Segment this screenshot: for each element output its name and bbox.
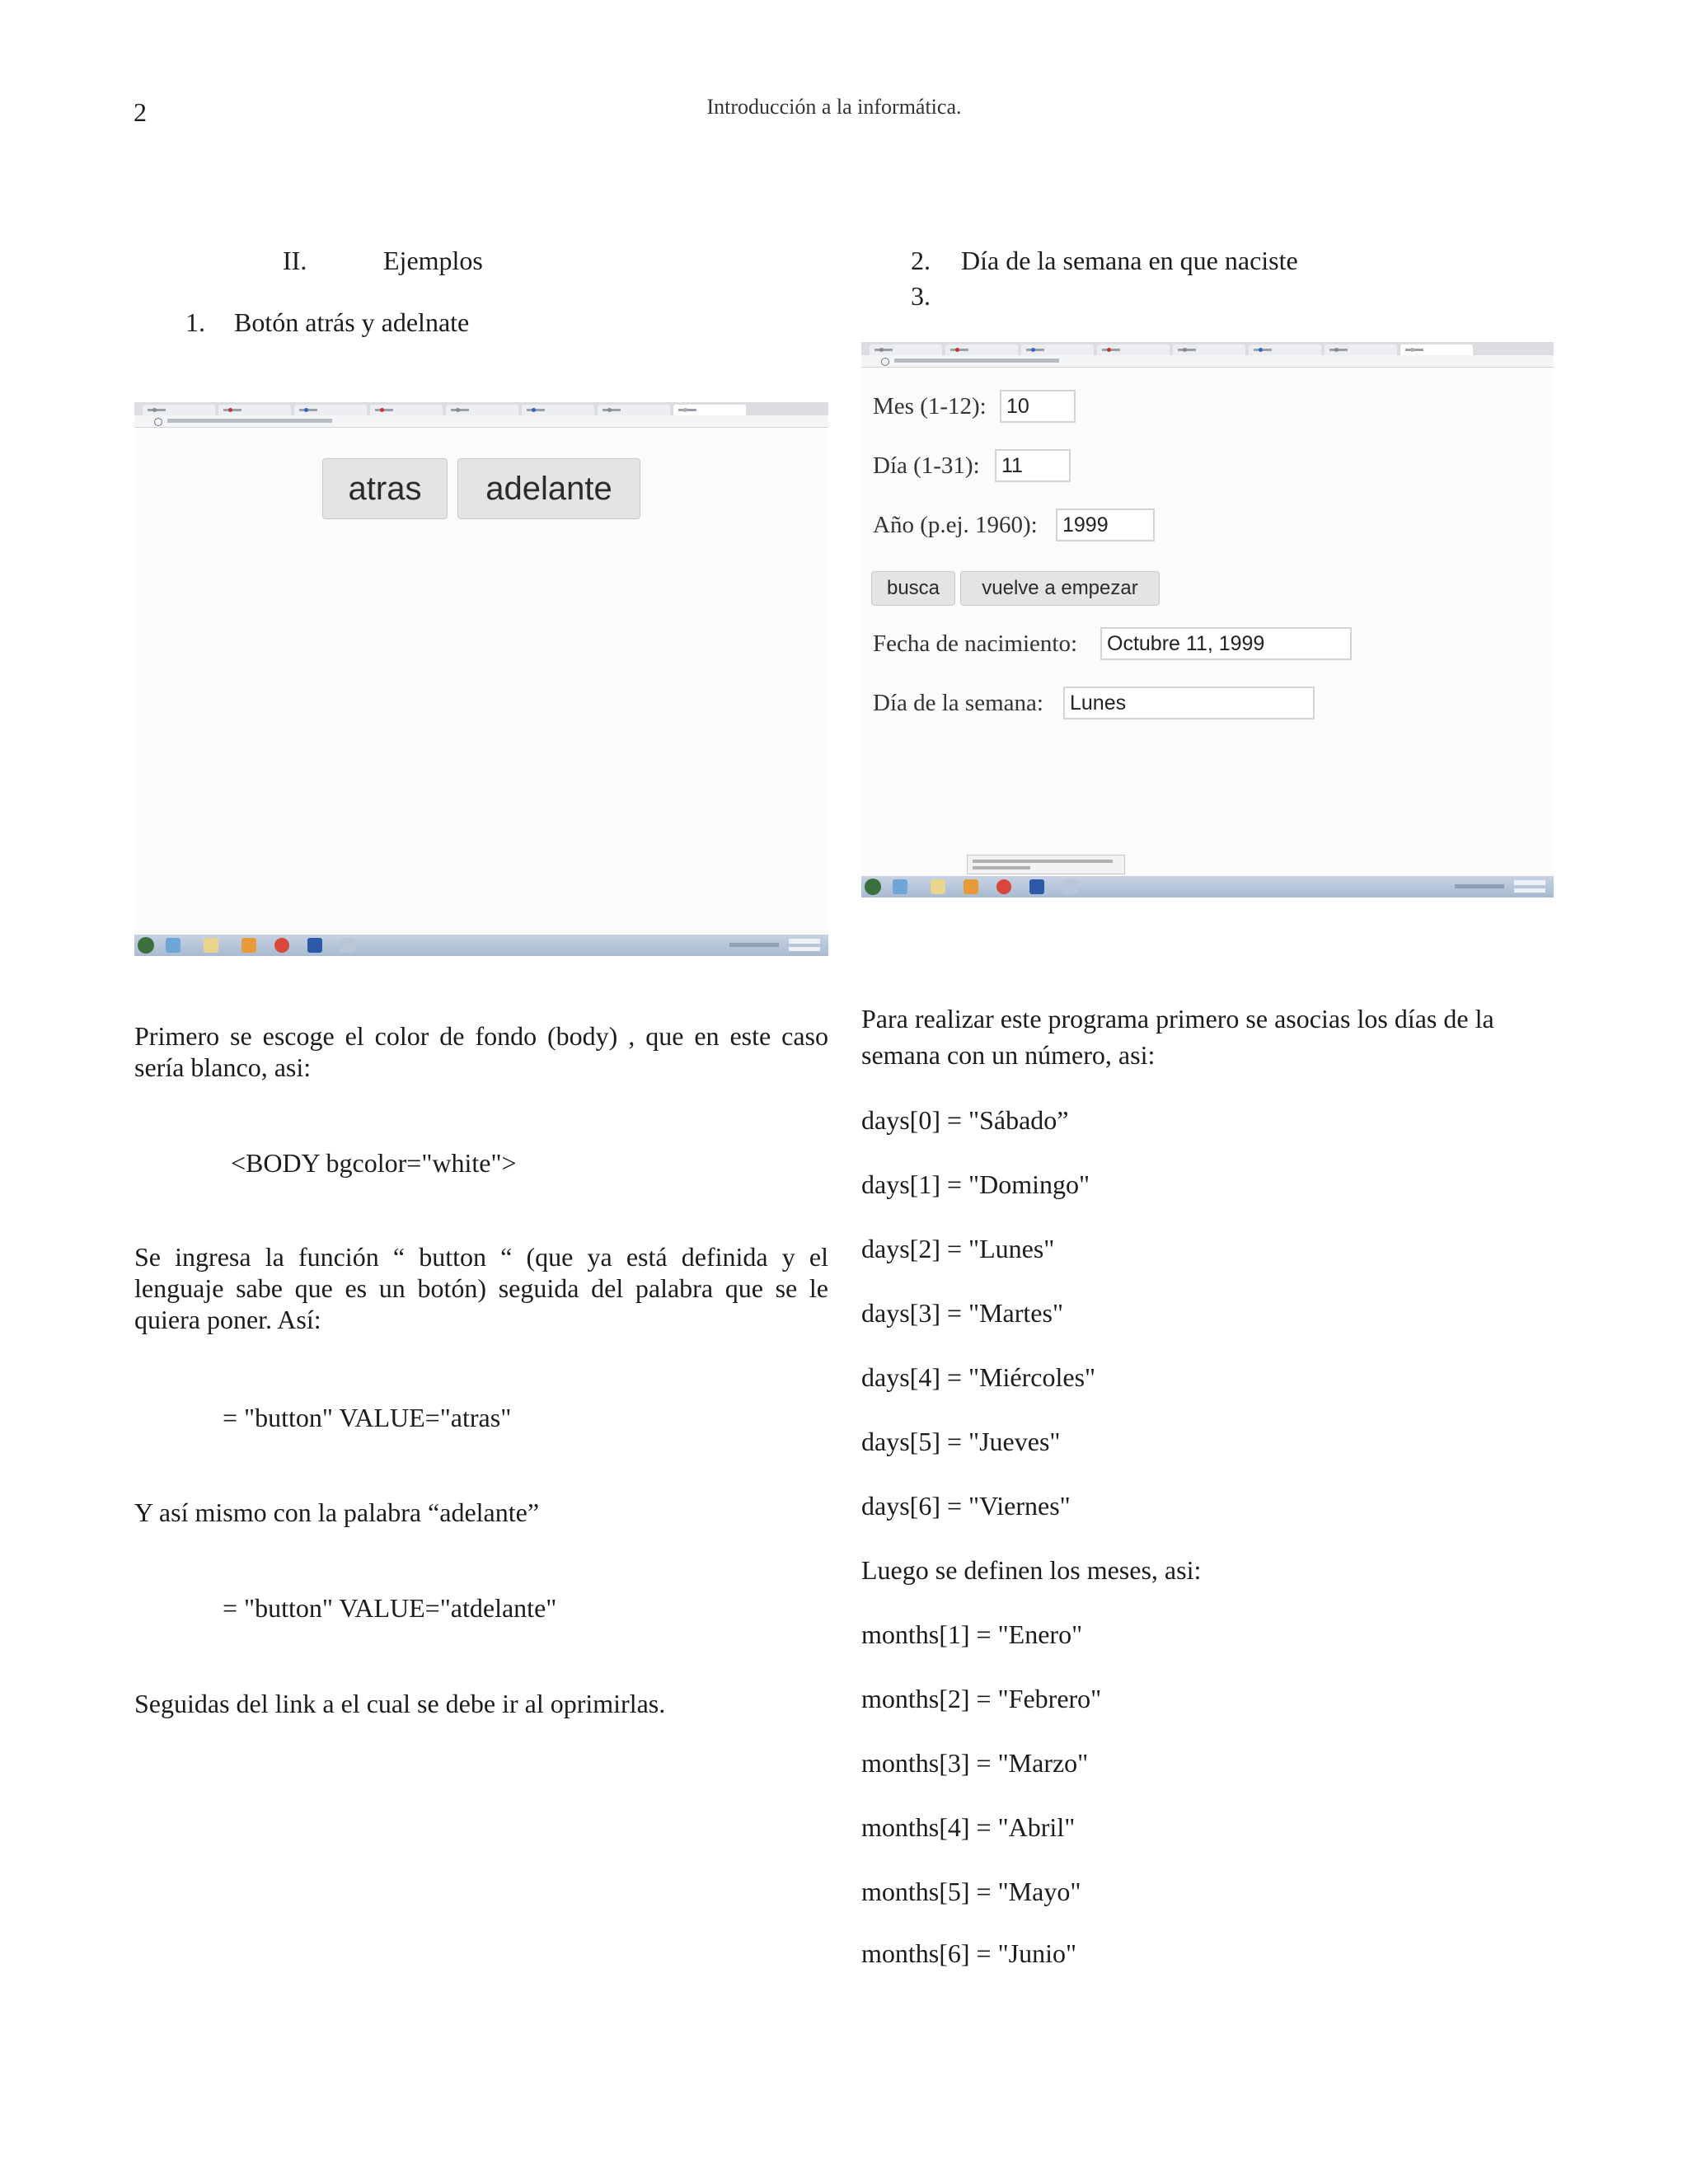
paragraph-button-function: Se ingresa la función “ button “ (que ya está definida y el lenguaje sabe que es un botón) seguida del palabra que se le quiera poner. Así: [134,1242,828,1334]
paragraph-link: Seguidas del link a el cual se debe ir al oprimirlas. [134,1689,666,1718]
birthdate-label: Fecha de nacimiento: [873,630,1078,657]
weekday-output[interactable]: Lunes [1063,687,1315,719]
section-title: Ejemplos [383,246,483,275]
clock-time [789,939,820,944]
code-button-atras: = "button" VALUE="atras" [223,1403,512,1432]
media-icon[interactable] [964,879,978,894]
forward-button[interactable]: adelante [457,458,640,519]
days-line-6: days[6] = "Viernes" [861,1491,1071,1521]
media-icon[interactable] [241,938,256,953]
browser-tab-bar [861,342,1554,355]
item2-number: 2. [911,246,931,275]
address-bar[interactable] [134,415,828,428]
days-line-3: days[3] = "Martes" [861,1298,1063,1328]
year-input[interactable]: 1999 [1056,509,1155,541]
system-tray [729,943,779,947]
year-label: Año (p.ej. 1960): [873,512,1038,538]
windows-taskbar [134,935,828,956]
explorer-icon[interactable] [166,938,181,953]
code-body-tag: <BODY bgcolor="white"> [231,1148,517,1178]
app-icon[interactable] [1062,879,1077,894]
month-label: Mes (1-12): [873,393,987,419]
page-number: 2 [134,97,147,127]
item-number: 1. [185,307,205,337]
item2-title: Día de la semana en que naciste [961,246,1298,275]
days-line-4: days[4] = "Miércoles" [861,1362,1096,1392]
chrome-icon[interactable] [274,938,289,953]
paragraph-intro: Para realizar este programa primero se asocias los días de la semana con un número, asi: [861,1004,1494,1070]
word-icon[interactable] [1029,879,1044,894]
days-line-5: days[5] = "Jueves" [861,1427,1061,1456]
clock-date [1514,888,1545,893]
word-icon[interactable] [307,938,322,953]
browser-tab-bar [134,402,828,415]
reset-button[interactable]: vuelve a empezar [960,571,1160,606]
screenshot-back-forward [134,402,828,956]
months-line-2: months[2] = "Febrero" [861,1684,1102,1713]
clock-date [789,947,820,951]
months-line-3: months[3] = "Marzo" [861,1748,1089,1778]
code-button-adelante: = "button" VALUE="atdelante" [223,1593,557,1623]
folder-icon[interactable] [931,879,945,894]
months-intro: Luego se definen los meses, asi: [861,1555,1202,1585]
paragraph-adelante: Y así mismo con la palabra “adelante” [134,1497,540,1527]
section-numeral: II. [283,246,307,275]
month-input[interactable]: 10 [1000,390,1076,423]
item3-number: 3. [911,281,931,311]
system-tray [1455,884,1504,888]
start-icon[interactable] [138,937,154,954]
months-line-1: months[1] = "Enero" [861,1619,1083,1649]
paragraph-body-color: Primero se escoge el color de fondo (body) , que en este caso sería blanco, asi: [134,1021,828,1082]
item-title: Botón atrás y adelnate [234,307,470,337]
running-title: Introducción a la informática. [706,95,962,119]
birthdate-output[interactable]: Octubre 11, 1999 [1100,627,1352,660]
clock-time [1514,880,1545,885]
address-bar[interactable] [861,355,1554,368]
months-line-4: months[4] = "Abril" [861,1812,1076,1842]
day-input[interactable]: 11 [995,449,1071,482]
search-button[interactable]: busca [871,571,955,606]
back-button[interactable]: atras [322,458,448,519]
screenshot-weekday-form [861,342,1554,898]
taskbar-tooltip [967,855,1125,874]
folder-icon[interactable] [204,938,218,953]
explorer-icon[interactable] [893,879,907,894]
days-line-1: days[1] = "Domingo" [861,1169,1090,1199]
months-line-6: months[6] = "Junio" [861,1938,1077,1968]
months-line-5: months[5] = "Mayo" [861,1877,1081,1906]
windows-taskbar [861,876,1554,898]
days-line-2: days[2] = "Lunes" [861,1234,1055,1263]
weekday-label: Día de la semana: [873,690,1043,716]
day-label: Día (1-31): [873,452,980,479]
app-icon[interactable] [340,938,355,953]
start-icon[interactable] [865,879,881,895]
chrome-icon[interactable] [996,879,1011,894]
days-line-0: days[0] = "Sábado” [861,1105,1069,1135]
